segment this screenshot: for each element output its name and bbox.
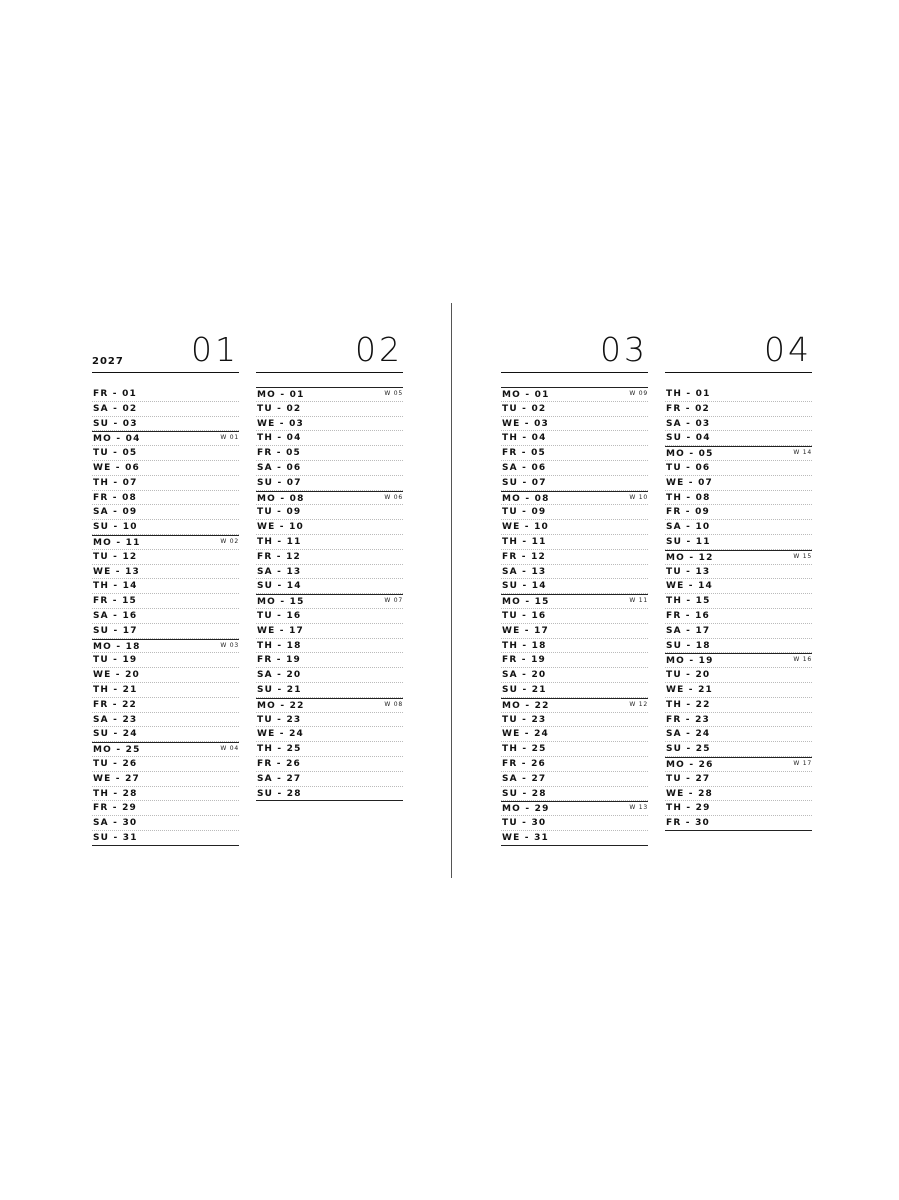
day-row [665, 772, 812, 787]
day-row [92, 816, 239, 831]
day-label: SU - 07 [257, 477, 302, 488]
day-row [256, 653, 403, 668]
day-label: MO - 01 [502, 390, 550, 400]
day-row [256, 683, 403, 698]
day-row [92, 801, 239, 816]
day-label: TH - 11 [257, 536, 302, 547]
day-row [501, 668, 648, 683]
day-label: WE - 03 [502, 418, 550, 429]
week-number-label: W 12 [629, 700, 648, 708]
week-number-label: W 10 [629, 493, 648, 501]
day-label: SU - 21 [257, 684, 302, 695]
day-row [665, 594, 812, 609]
month-column-01 [92, 330, 239, 846]
day-row [256, 698, 403, 713]
day-label: FR - 19 [502, 655, 547, 666]
day-row [665, 624, 812, 639]
week-number-label: W 06 [384, 493, 403, 501]
day-label: MO - 04 [93, 434, 141, 445]
day-label: FR - 01 [93, 389, 138, 399]
day-label: MO - 08 [257, 493, 305, 504]
day-row [501, 402, 648, 417]
day-row [92, 831, 239, 846]
day-label: WE - 13 [93, 566, 141, 577]
day-row [501, 683, 648, 698]
day-label: TH - 22 [666, 699, 711, 710]
day-label: SA - 27 [257, 773, 302, 784]
day-row [256, 579, 403, 594]
month-column-03 [501, 330, 648, 846]
day-row [665, 417, 812, 432]
day-row [256, 446, 403, 461]
day-row [501, 698, 648, 713]
day-label: WE - 24 [502, 729, 550, 740]
week-number-label: W 04 [220, 745, 239, 753]
day-label: SU - 11 [666, 536, 711, 547]
day-row [256, 565, 403, 580]
day-row [92, 653, 239, 668]
month-header [501, 330, 648, 373]
day-row [665, 742, 812, 757]
day-label: WE - 06 [93, 462, 141, 473]
day-row [501, 713, 648, 728]
day-row [501, 742, 648, 757]
day-row [92, 609, 239, 624]
day-label: SA - 20 [502, 670, 547, 681]
day-row [256, 639, 403, 654]
day-row [501, 787, 648, 802]
day-row [501, 831, 648, 846]
day-label: FR - 26 [257, 758, 302, 769]
day-row [665, 579, 812, 594]
day-row [665, 535, 812, 550]
day-label: SU - 14 [502, 581, 547, 592]
day-row [256, 624, 403, 639]
day-label: TH - 08 [666, 492, 711, 503]
day-label: TH - 15 [666, 596, 711, 607]
day-label: FR - 05 [257, 448, 302, 459]
day-label: TU - 02 [502, 403, 547, 414]
day-label: SU - 03 [93, 418, 138, 429]
day-row [501, 594, 648, 609]
day-list [92, 387, 239, 846]
day-row [92, 713, 239, 728]
day-row [256, 402, 403, 417]
day-row [92, 476, 239, 491]
day-list [256, 387, 403, 801]
day-label: TH - 04 [502, 433, 547, 444]
day-label: MO - 11 [93, 537, 141, 548]
day-label: SA - 10 [666, 522, 711, 533]
week-number-label: W 08 [384, 700, 403, 708]
day-label: TU - 23 [502, 714, 547, 725]
day-row [665, 387, 812, 402]
day-row [92, 742, 239, 757]
day-label: FR - 08 [93, 492, 138, 503]
day-label: SU - 24 [93, 729, 138, 740]
day-label: TU - 30 [502, 818, 547, 829]
day-row [501, 639, 648, 654]
day-label: FR - 12 [502, 551, 547, 562]
day-row [256, 772, 403, 787]
day-row [665, 727, 812, 742]
day-row [256, 787, 403, 802]
day-label: SA - 17 [666, 625, 711, 636]
day-row [665, 520, 812, 535]
day-row [501, 801, 648, 816]
day-row [256, 713, 403, 728]
day-label: TH - 28 [93, 788, 138, 799]
day-label: MO - 22 [257, 700, 305, 711]
day-label: FR - 23 [666, 714, 711, 725]
day-label: WE - 03 [257, 418, 305, 429]
month-column-02 [256, 330, 403, 801]
day-row [501, 609, 648, 624]
day-row [92, 772, 239, 787]
day-label: TU - 09 [502, 507, 547, 518]
day-row [665, 639, 812, 654]
week-number-label: W 13 [629, 804, 648, 812]
day-label: SU - 28 [257, 788, 302, 799]
day-label: WE - 24 [257, 729, 305, 740]
day-row [256, 505, 403, 520]
day-label: FR - 16 [666, 610, 711, 621]
day-row [665, 402, 812, 417]
day-label: SU - 25 [666, 744, 711, 755]
day-row [501, 491, 648, 506]
day-label: WE - 27 [93, 773, 141, 784]
day-label: TU - 27 [666, 773, 711, 784]
day-row [501, 535, 648, 550]
day-row [501, 727, 648, 742]
day-label: WE - 20 [93, 670, 141, 681]
day-label: TH - 01 [666, 389, 711, 399]
day-row [92, 565, 239, 580]
day-row [92, 550, 239, 565]
day-row [501, 476, 648, 491]
day-row [256, 742, 403, 757]
month-number: 02 [355, 330, 403, 369]
day-label: TU - 06 [666, 462, 711, 473]
day-label: TU - 26 [93, 758, 138, 769]
day-row [92, 505, 239, 520]
day-label: SU - 10 [93, 522, 138, 533]
day-row [256, 491, 403, 506]
day-label: SA - 06 [257, 462, 302, 473]
day-row [92, 417, 239, 432]
day-row [256, 417, 403, 432]
day-row [92, 535, 239, 550]
day-row [256, 520, 403, 535]
day-row [92, 520, 239, 535]
day-row [92, 387, 239, 402]
day-row [256, 550, 403, 565]
week-number-label: W 02 [220, 537, 239, 545]
day-row [665, 491, 812, 506]
day-label: SA - 06 [502, 462, 547, 473]
day-row [256, 461, 403, 476]
day-label: TU - 05 [93, 448, 138, 459]
day-label: TU - 12 [93, 551, 138, 562]
day-row [501, 387, 648, 402]
day-row [92, 446, 239, 461]
day-row [501, 431, 648, 446]
day-label: FR - 15 [93, 596, 138, 607]
week-number-label: W 07 [384, 597, 403, 605]
day-row [665, 668, 812, 683]
day-row [92, 639, 239, 654]
day-label: WE - 17 [257, 625, 305, 636]
day-row [665, 446, 812, 461]
day-row [501, 550, 648, 565]
day-label: SA - 03 [666, 418, 711, 429]
day-label: WE - 07 [666, 477, 714, 488]
day-row [92, 402, 239, 417]
day-row [665, 461, 812, 476]
day-row [665, 757, 812, 772]
day-row [92, 461, 239, 476]
day-label: SU - 17 [93, 625, 138, 636]
day-list [501, 387, 648, 846]
day-label: FR - 02 [666, 403, 711, 414]
day-label: SA - 13 [257, 566, 302, 577]
day-label: WE - 14 [666, 581, 714, 592]
day-label: TH - 14 [93, 581, 138, 592]
day-label: WE - 31 [502, 832, 550, 843]
day-row [92, 683, 239, 698]
day-label: TU - 16 [257, 610, 302, 621]
week-number-label: W 01 [220, 434, 239, 442]
day-label: MO - 12 [666, 552, 714, 563]
day-row [92, 727, 239, 742]
day-label: SA - 23 [93, 714, 138, 725]
day-label: TH - 04 [257, 433, 302, 444]
day-label: SA - 30 [93, 818, 138, 829]
day-label: SU - 07 [502, 477, 547, 488]
day-row [92, 594, 239, 609]
day-label: MO - 08 [502, 493, 550, 504]
day-label: MO - 01 [257, 390, 305, 400]
day-row [665, 713, 812, 728]
day-label: TH - 07 [93, 477, 138, 488]
day-row [92, 698, 239, 713]
day-row [92, 668, 239, 683]
day-label: SA - 16 [93, 610, 138, 621]
day-label: TH - 18 [502, 640, 547, 651]
month-number: 01 [191, 330, 239, 369]
day-row [501, 446, 648, 461]
day-row [256, 476, 403, 491]
week-number-label: W 09 [629, 390, 648, 397]
day-label: FR - 19 [257, 655, 302, 666]
day-row [501, 505, 648, 520]
day-row [92, 757, 239, 772]
day-row [501, 816, 648, 831]
day-row [501, 653, 648, 668]
day-label: TH - 25 [257, 744, 302, 755]
day-label: SA - 27 [502, 773, 547, 784]
day-label: FR - 12 [257, 551, 302, 562]
day-label: WE - 28 [666, 788, 714, 799]
day-label: MO - 26 [666, 759, 714, 770]
day-row [665, 653, 812, 668]
day-row [92, 787, 239, 802]
day-row [92, 579, 239, 594]
day-row [665, 787, 812, 802]
day-label: SU - 18 [666, 640, 711, 651]
day-label: MO - 15 [257, 597, 305, 608]
day-label: SU - 14 [257, 581, 302, 592]
day-row [256, 727, 403, 742]
week-number-label: W 05 [384, 390, 403, 397]
month-number: 03 [600, 330, 648, 369]
day-label: MO - 29 [502, 804, 550, 815]
day-row [92, 431, 239, 446]
day-label: TH - 18 [257, 640, 302, 651]
day-label: TH - 11 [502, 536, 547, 547]
day-label: SA - 09 [93, 507, 138, 518]
day-label: TU - 20 [666, 670, 711, 681]
day-row [501, 520, 648, 535]
week-number-label: W 03 [220, 641, 239, 649]
day-label: FR - 26 [502, 758, 547, 769]
day-label: WE - 10 [502, 522, 550, 533]
day-label: SU - 04 [666, 433, 711, 444]
day-row [665, 476, 812, 491]
day-label: SA - 13 [502, 566, 547, 577]
week-number-label: W 14 [793, 449, 812, 457]
day-row [501, 624, 648, 639]
day-row [256, 757, 403, 772]
day-row [665, 609, 812, 624]
day-list [665, 387, 812, 831]
day-label: TU - 23 [257, 714, 302, 725]
day-label: MO - 18 [93, 641, 141, 652]
day-row [665, 698, 812, 713]
week-number-label: W 15 [793, 552, 812, 560]
day-label: TH - 25 [502, 744, 547, 755]
day-label: MO - 25 [93, 745, 141, 756]
day-row [665, 431, 812, 446]
day-label: FR - 09 [666, 507, 711, 518]
day-row [501, 579, 648, 594]
day-label: SU - 31 [93, 832, 138, 843]
day-row [501, 565, 648, 580]
month-header [92, 330, 239, 373]
week-number-label: W 17 [793, 759, 812, 767]
day-label: TU - 16 [502, 610, 547, 621]
day-label: TU - 02 [257, 403, 302, 414]
day-label: WE - 17 [502, 625, 550, 636]
day-label: FR - 29 [93, 803, 138, 814]
day-row [256, 609, 403, 624]
month-header [256, 330, 403, 373]
day-row [665, 816, 812, 831]
day-row [665, 801, 812, 816]
day-label: MO - 05 [666, 449, 714, 460]
week-number-label: W 16 [793, 656, 812, 664]
day-label: TU - 13 [666, 566, 711, 577]
day-label: TH - 21 [93, 684, 138, 695]
day-row [256, 387, 403, 402]
day-label: TU - 09 [257, 507, 302, 518]
day-row [256, 668, 403, 683]
day-row [665, 565, 812, 580]
day-label: WE - 21 [666, 684, 714, 695]
day-row [665, 683, 812, 698]
day-label: WE - 10 [257, 522, 305, 533]
day-label: MO - 22 [502, 700, 550, 711]
month-column-04 [665, 330, 812, 831]
day-label: FR - 30 [666, 818, 711, 829]
day-label: MO - 15 [502, 597, 550, 608]
day-label: SA - 24 [666, 729, 711, 740]
day-label: TH - 29 [666, 803, 711, 814]
day-row [256, 431, 403, 446]
day-row [665, 505, 812, 520]
day-row [501, 772, 648, 787]
year-label: 2027 [92, 356, 124, 367]
month-header [665, 330, 812, 373]
spread-divider [451, 303, 452, 878]
day-row [92, 491, 239, 506]
day-row [501, 417, 648, 432]
day-label: SU - 21 [502, 684, 547, 695]
week-number-label: W 11 [629, 597, 648, 605]
day-row [256, 535, 403, 550]
month-number: 04 [764, 330, 812, 369]
day-row [501, 461, 648, 476]
day-label: SA - 20 [257, 670, 302, 681]
day-label: MO - 19 [666, 656, 714, 667]
day-label: TU - 19 [93, 655, 138, 666]
day-label: FR - 22 [93, 699, 138, 710]
day-label: FR - 05 [502, 448, 547, 459]
day-row [665, 550, 812, 565]
day-row [92, 624, 239, 639]
day-row [501, 757, 648, 772]
day-label: SA - 02 [93, 403, 138, 414]
day-row [256, 594, 403, 609]
day-label: SU - 28 [502, 788, 547, 799]
